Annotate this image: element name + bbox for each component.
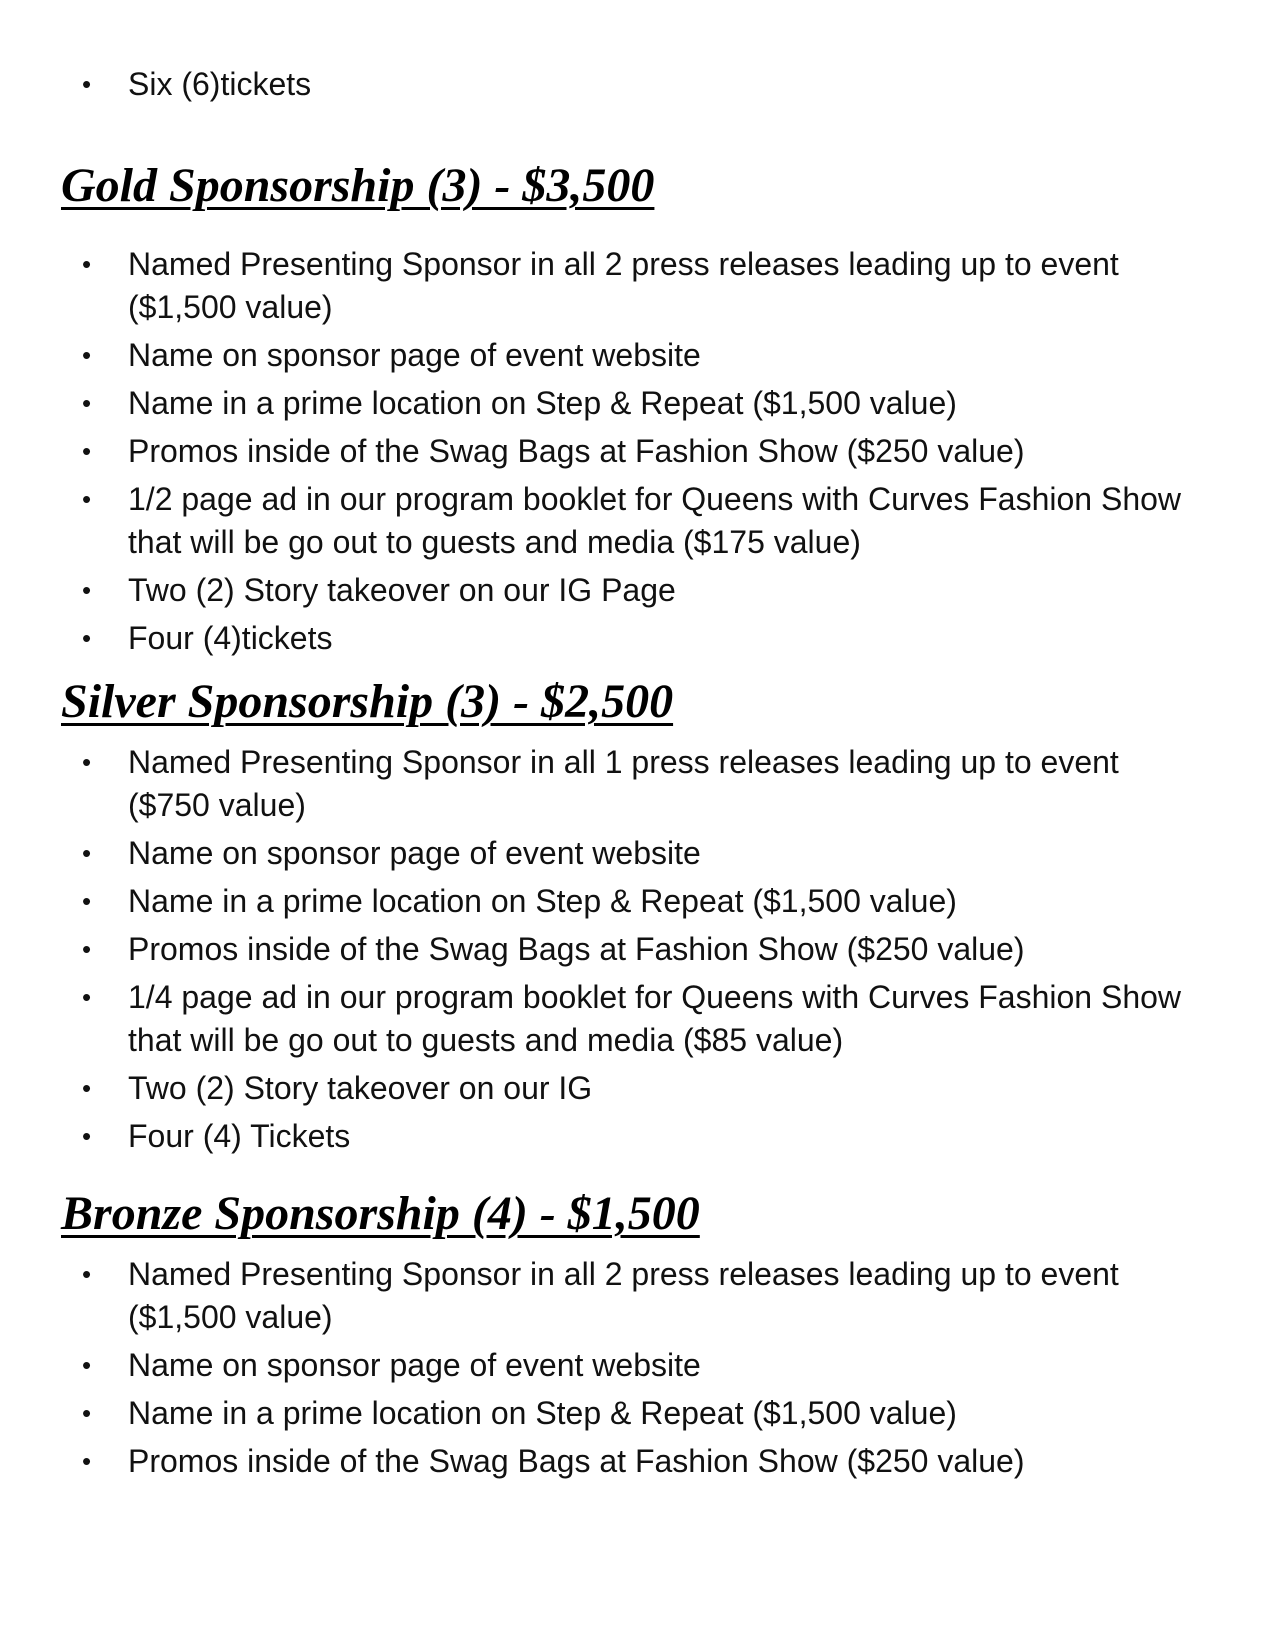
list-item-text: Four (4) Tickets: [128, 1118, 351, 1154]
list-item-text: Promos inside of the Swag Bags at Fashion Show ($250 value): [128, 931, 1025, 967]
list-item-text: Named Presenting Sponsor in all 2 press releases leading up to event ($1,500 value): [128, 246, 1119, 325]
list-item: [0, 382, 1275, 425]
bullet-icon: •: [82, 388, 92, 418]
gold-benefits-list: [0, 243, 1275, 665]
gold-sponsorship-heading: Gold Sponsorship (3) - $3,500: [61, 159, 655, 212]
list-item-text: Name on sponsor page of event website: [128, 1347, 701, 1383]
list-item: [0, 741, 1275, 827]
list-item: [0, 243, 1275, 329]
list-item-text: Named Presenting Sponsor in all 2 press releases leading up to event ($1,500 value): [128, 1256, 1119, 1335]
list-item: [0, 1392, 1275, 1435]
list-item: [0, 1067, 1275, 1110]
bronze-benefits-list: [0, 1253, 1275, 1488]
list-item-text: Name on sponsor page of event website: [128, 337, 701, 373]
top-list: [0, 63, 1275, 111]
bullet-icon: •: [82, 982, 92, 1012]
bullet-icon: •: [82, 69, 92, 99]
bronze-sponsorship-heading: Bronze Sponsorship (4) - $1,500: [61, 1187, 700, 1240]
list-item: [0, 976, 1275, 1062]
list-item-text: Named Presenting Sponsor in all 1 press releases leading up to event ($750 value): [128, 744, 1119, 823]
list-item: [0, 1344, 1275, 1387]
list-item-text: Promos inside of the Swag Bags at Fashion Show ($250 value): [128, 1443, 1025, 1479]
list-item-text: Two (2) Story takeover on our IG: [128, 1070, 593, 1106]
silver-benefits-list: [0, 741, 1275, 1163]
list-item-text: Four (4)tickets: [128, 620, 333, 656]
list-item-text: Promos inside of the Swag Bags at Fashion Show ($250 value): [128, 433, 1025, 469]
bullet-icon: •: [82, 1446, 92, 1476]
list-item-text: Six (6)tickets: [128, 66, 312, 102]
bullet-icon: •: [82, 1121, 92, 1151]
bullet-icon: •: [82, 934, 92, 964]
bullet-icon: •: [82, 1350, 92, 1380]
list-item: [0, 430, 1275, 473]
bullet-icon: •: [82, 747, 92, 777]
bullet-icon: •: [82, 484, 92, 514]
bullet-icon: •: [82, 1398, 92, 1428]
list-item: [0, 1253, 1275, 1339]
list-item-text: 1/2 page ad in our program booklet for Queens with Curves Fashion Show that will be go out to guests and media ($175 value): [128, 481, 1182, 560]
bullet-icon: •: [82, 340, 92, 370]
list-item: [0, 928, 1275, 971]
list-item-text: Two (2) Story takeover on our IG Page: [128, 572, 676, 608]
list-item-text: Name in a prime location on Step & Repeat ($1,500 value): [128, 385, 957, 421]
bullet-icon: •: [82, 1259, 92, 1289]
silver-sponsorship-heading: Silver Sponsorship (3) - $2,500: [61, 675, 674, 728]
list-item: [0, 1115, 1275, 1158]
bullet-icon: •: [82, 436, 92, 466]
list-item: [0, 880, 1275, 923]
list-item: [0, 832, 1275, 875]
list-item: [0, 478, 1275, 564]
list-item: [0, 617, 1275, 660]
bullet-icon: •: [82, 623, 92, 653]
list-item-text: Name in a prime location on Step & Repeat ($1,500 value): [128, 1395, 957, 1431]
bullet-icon: •: [82, 886, 92, 916]
bullet-icon: •: [82, 249, 92, 279]
list-item: [0, 334, 1275, 377]
list-item-text: 1/4 page ad in our program booklet for Queens with Curves Fashion Show that will be go out to guests and media ($85 value): [128, 979, 1182, 1058]
list-item: [0, 63, 1275, 106]
list-item: [0, 569, 1275, 612]
list-item: [0, 1440, 1275, 1483]
bullet-icon: •: [82, 575, 92, 605]
list-item-text: Name on sponsor page of event website: [128, 835, 701, 871]
list-item-text: Name in a prime location on Step & Repeat ($1,500 value): [128, 883, 957, 919]
bullet-icon: •: [82, 838, 92, 868]
bullet-icon: •: [82, 1073, 92, 1103]
